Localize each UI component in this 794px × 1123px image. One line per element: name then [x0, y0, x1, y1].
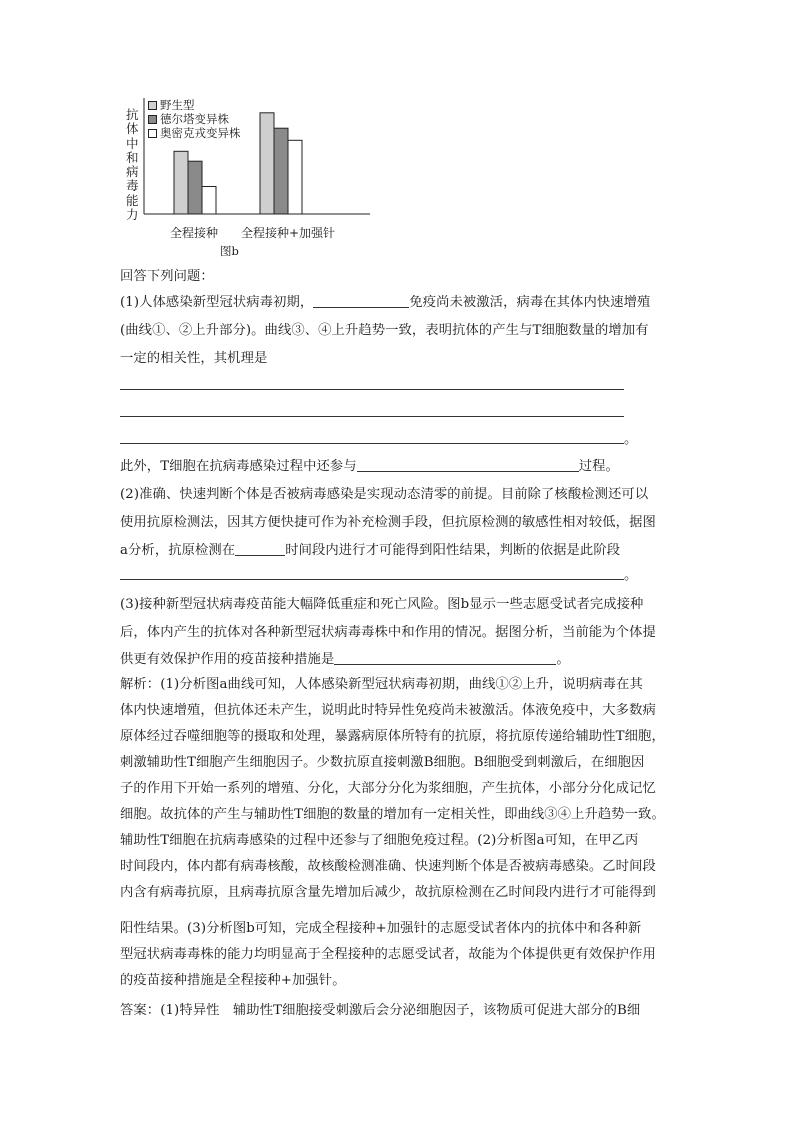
bar-series-1-cat-0 [188, 161, 202, 214]
bar-series-0-cat-1 [260, 113, 274, 214]
q2-text-c2: 时间段内进行才可能得到阳性结果，判断的依据是此阶段 [285, 543, 621, 558]
chart-legend [148, 98, 241, 140]
q1-text-e-a: 此外，T细胞在抗病毒感染过程中还参与 [120, 459, 357, 474]
bar-series-2-cat-0 [202, 187, 216, 215]
analysis-line-4: 刺激辅助性T细胞产生细胞因子。少数抗原直接刺激B细胞。B细胞受到刺激后，在细胞因 [120, 755, 645, 770]
figure-caption: 图b [220, 244, 239, 258]
legend-item-omicron [148, 126, 241, 140]
q1-line-4 [120, 456, 676, 478]
q3-line-1: (3)接种新型冠状病毒疫苗能大幅降低重症和死亡风险。图b显示一些志愿受试者完成接种 [120, 597, 644, 612]
q3-blank-1[interactable] [334, 650, 556, 665]
q3-line-3 [120, 649, 676, 671]
q1-text-a: (1)人体感染新型冠状病毒初期， [120, 295, 314, 310]
q1-text-e-b: 过程。 [578, 459, 619, 474]
q2-answer-line[interactable] [120, 579, 624, 580]
q3-line-2: 后，体内产生的抗体对各种新型冠状病毒毒株中和作用的情况。据图分析，当前能为个体提 [120, 625, 656, 640]
bar-series-0-cat-0 [174, 151, 188, 214]
legend-label-delta: 德尔塔变异株 [160, 112, 229, 126]
legend-swatch-delta [148, 115, 157, 124]
q2-text-c1: a分析，抗原检测在 [120, 543, 236, 558]
q1-answer-line-3[interactable] [120, 443, 624, 444]
q3-text-c: 供更有效保护作用的疫苗接种措施是 [120, 652, 335, 667]
q2-line-3 [120, 540, 676, 562]
q2-period: 。 [624, 568, 638, 583]
bar-series-1-cat-1 [274, 128, 288, 214]
analysis-line-10: 阳性结果。(3)分析图b可知，完成全程接种+加强针的志愿受试者体内的抗体中和各种新 [120, 921, 642, 936]
analysis-line-9: 内含有病毒抗原，且病毒抗原含量先增加后减少，故抗原检测在乙时间段内进行才可能得到 [120, 885, 656, 900]
legend-swatch-wild [148, 101, 157, 110]
x-tick-label-full: 全程接种 [170, 226, 219, 240]
legend-label-wild: 野生型 [160, 98, 195, 112]
q1-blank-1[interactable] [313, 293, 409, 308]
bar-series-2-cat-1 [288, 140, 302, 214]
q1-line-2: (曲线①、②上升部分)。曲线③、④上升趋势一致，表明抗体的产生与T细胞数量的增加有 [120, 323, 649, 338]
legend-label-omicron: 奥密克戎变异株 [160, 126, 241, 140]
analysis-line-2: 体内快速增殖，但抗体还未产生，说明此时特异性免疫尚未被激活。体液免疫中，大多数病 [120, 703, 656, 718]
analysis-line-8: 时间段内，体内都有病毒核酸，故核酸检测准确、快速判断个体是否被病毒感染。乙时间段 [120, 859, 656, 874]
analysis-line-7: 辅助性T细胞在抗病毒感染的过程中还参与了细胞免疫过程。(2)分析图a可知，在甲乙丙 [120, 833, 639, 848]
x-tick-label-booster: 全程接种+加强针 [241, 226, 336, 240]
q2-line-1: (2)准确、快速判断个体是否被病毒感染是实现动态清零的前提。目前除了核酸检测还可以 [120, 487, 649, 502]
q1-text-b: 免疫尚未被激活，病毒在其体内快速增殖 [409, 295, 651, 310]
analysis-line-6: 细胞。故抗体的产生与辅助性T细胞的数量的增加有一定相关性，即曲线③④上升趋势一致。 [120, 807, 665, 822]
q1-period: 。 [624, 432, 638, 447]
q1-answer-line-1[interactable] [120, 389, 624, 390]
q2-blank-1[interactable] [235, 541, 285, 556]
q1-line-1 [120, 292, 676, 314]
answer-line: 答案：(1)特异性 辅助性T细胞接受刺激后会分泌细胞因子，该物质可促进大部分的B细 [120, 1003, 641, 1018]
q1-line-3: 一定的相关性，其机理是 [120, 351, 268, 366]
q1-answer-line-2[interactable] [120, 416, 624, 417]
legend-item-delta [148, 112, 241, 126]
q2-line-2: 使用抗原检测法，因其方便快捷可作为补充检测手段，但抗原检测的敏感性相对较低，据图 [120, 515, 656, 530]
q3-period: 。 [556, 652, 570, 667]
analysis-line-11: 型冠状病毒毒株的能力均明显高于全程接种的志愿受试者，故能为个体提供更有效保护作用 [120, 947, 656, 962]
intro-line: 回答下列问题： [120, 269, 214, 284]
analysis-line-12: 的疫苗接种措施是全程接种+加强针。 [120, 973, 346, 988]
chart-y-axis-label: 抗体中和病毒能力 [126, 107, 139, 223]
legend-swatch-omicron [148, 129, 157, 138]
analysis-line-5: 子的作用下开始一系列的增殖、分化，大部分分化为浆细胞，产生抗体，小部分分化成记忆 [120, 781, 656, 796]
analysis-line-1: 解析：(1)分析图a曲线可知，人体感染新型冠状病毒初期，曲线①②上升，说明病毒在其 [120, 677, 643, 692]
q1-blank-2[interactable] [357, 457, 579, 472]
legend-item-wild [148, 98, 241, 112]
analysis-line-3: 原体经过吞噬细胞等的摄取和处理，暴露病原体所特有的抗原，将抗原传递给辅助性T细胞， [120, 729, 665, 744]
